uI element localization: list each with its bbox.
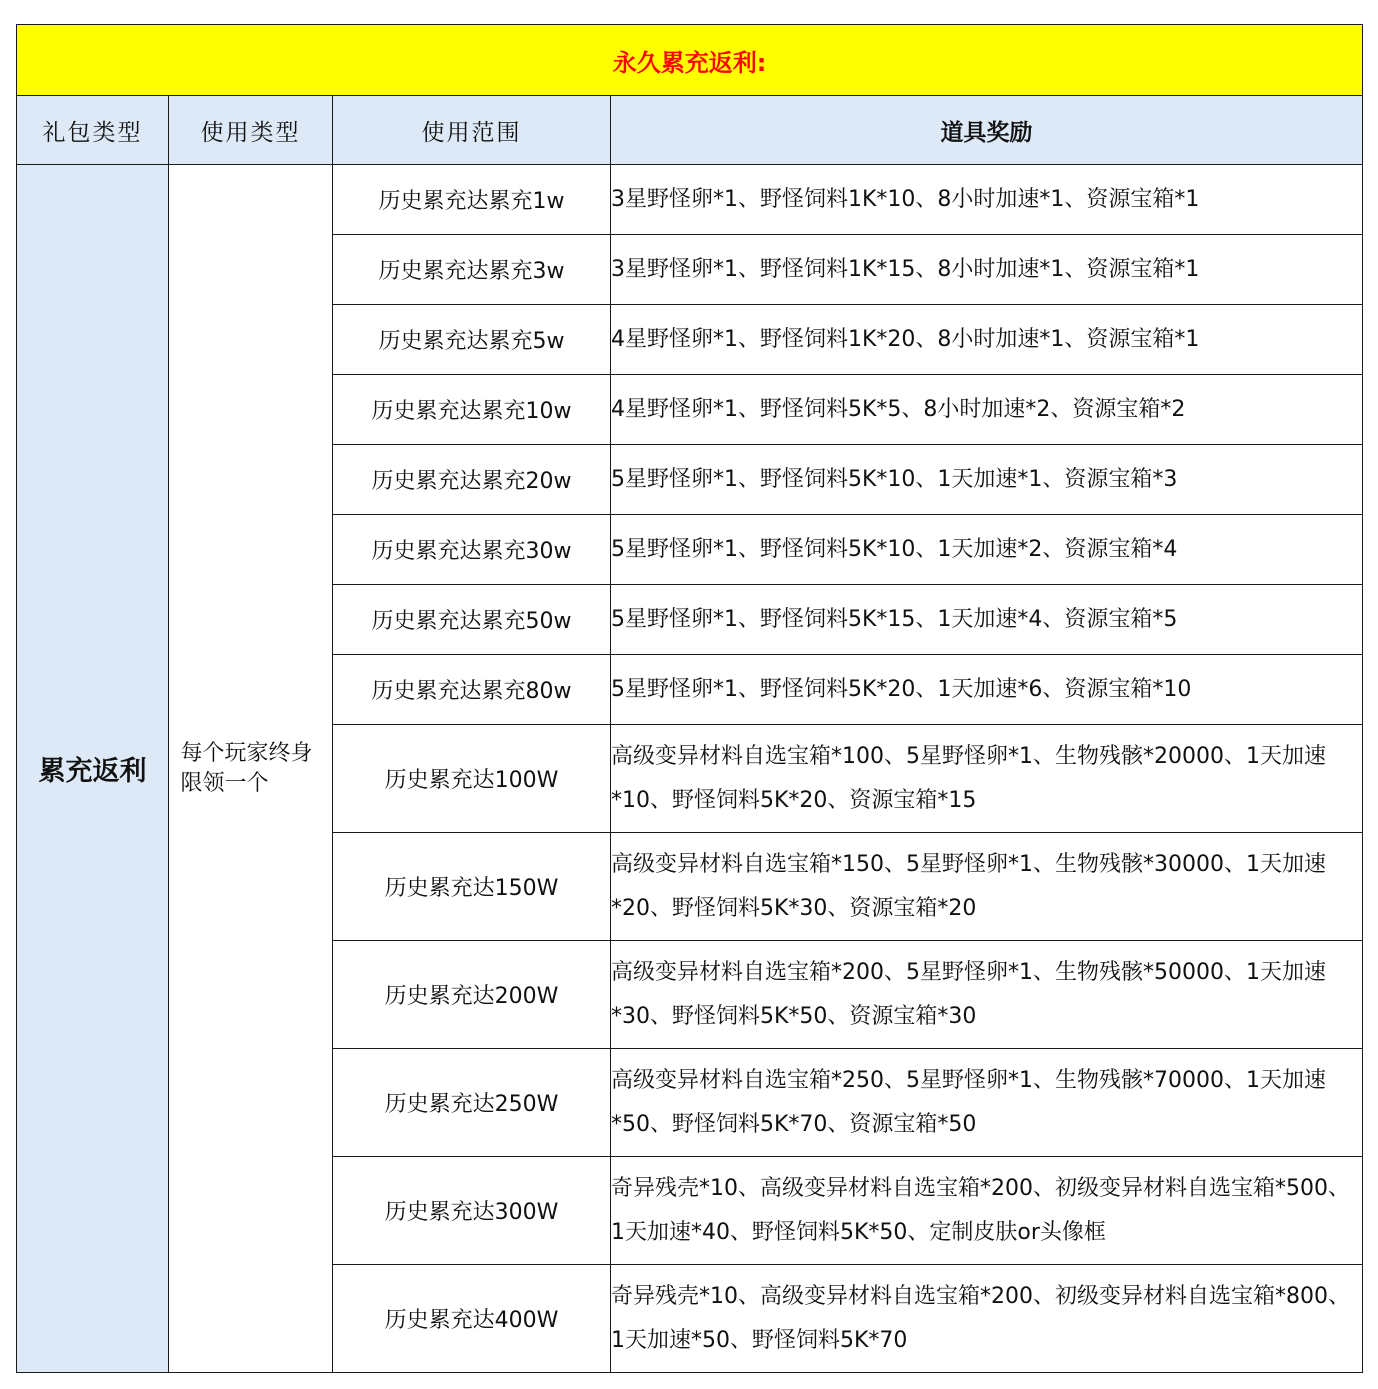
title-row [17, 25, 1363, 96]
reward-cell: 奇异残壳*10、高级变异材料自选宝箱*200、初级变异材料自选宝箱*500、1天加速*40、野怪饲料5K*50、定制皮肤or头像框 [611, 1157, 1363, 1265]
rebate-table [16, 24, 1363, 1373]
range-cell: 历史累充达300W [333, 1157, 611, 1265]
range-cell: 历史累充达累充20w [333, 445, 611, 515]
table-row [17, 165, 1363, 235]
range-cell: 历史累充达累充5w [333, 305, 611, 375]
reward-cell: 5星野怪卵*1、野怪饲料5K*10、1天加速*2、资源宝箱*4 [611, 515, 1363, 585]
table-title: 永久累充返利: [17, 25, 1363, 96]
reward-cell: 5星野怪卵*1、野怪饲料5K*20、1天加速*6、资源宝箱*10 [611, 655, 1363, 725]
reward-cell: 4星野怪卵*1、野怪饲料5K*5、8小时加速*2、资源宝箱*2 [611, 375, 1363, 445]
reward-cell: 高级变异材料自选宝箱*200、5星野怪卵*1、生物残骸*50000、1天加速*30、野怪饲料5K*50、资源宝箱*30 [611, 941, 1363, 1049]
range-cell: 历史累充达累充50w [333, 585, 611, 655]
header-gift-type: 礼包类型 [17, 96, 169, 165]
range-cell: 历史累充达累充80w [333, 655, 611, 725]
range-cell: 历史累充达累充3w [333, 235, 611, 305]
header-usage-scope: 使用范围 [333, 96, 611, 165]
header-usage-type: 使用类型 [169, 96, 333, 165]
header-row [17, 96, 1363, 165]
range-cell: 历史累充达400W [333, 1265, 611, 1373]
reward-cell: 高级变异材料自选宝箱*250、5星野怪卵*1、生物残骸*70000、1天加速*50、野怪饲料5K*70、资源宝箱*50 [611, 1049, 1363, 1157]
usage-limit-cell [169, 165, 333, 1373]
range-cell: 历史累充达累充1w [333, 165, 611, 235]
range-cell: 历史累充达累充10w [333, 375, 611, 445]
reward-cell: 5星野怪卵*1、野怪饲料5K*10、1天加速*1、资源宝箱*3 [611, 445, 1363, 515]
reward-cell: 3星野怪卵*1、野怪饲料1K*15、8小时加速*1、资源宝箱*1 [611, 235, 1363, 305]
reward-cell: 4星野怪卵*1、野怪饲料1K*20、8小时加速*1、资源宝箱*1 [611, 305, 1363, 375]
range-cell: 历史累充达200W [333, 941, 611, 1049]
range-cell: 历史累充达250W [333, 1049, 611, 1157]
usage-limit-text: 每个玩家终身限领一个 [180, 740, 313, 796]
range-cell: 历史累充达累充30w [333, 515, 611, 585]
reward-cell: 高级变异材料自选宝箱*100、5星野怪卵*1、生物残骸*20000、1天加速*10、野怪饲料5K*20、资源宝箱*15 [611, 725, 1363, 833]
range-cell: 历史累充达100W [333, 725, 611, 833]
reward-cell: 3星野怪卵*1、野怪饲料1K*10、8小时加速*1、资源宝箱*1 [611, 165, 1363, 235]
reward-cell: 5星野怪卵*1、野怪饲料5K*15、1天加速*4、资源宝箱*5 [611, 585, 1363, 655]
reward-cell: 奇异残壳*10、高级变异材料自选宝箱*200、初级变异材料自选宝箱*800、1天加速*50、野怪饲料5K*70 [611, 1265, 1363, 1373]
reward-cell: 高级变异材料自选宝箱*150、5星野怪卵*1、生物残骸*30000、1天加速*20、野怪饲料5K*30、资源宝箱*20 [611, 833, 1363, 941]
category-cell: 累充返利 [17, 165, 169, 1373]
header-item-rewards: 道具奖励 [611, 96, 1363, 165]
range-cell: 历史累充达150W [333, 833, 611, 941]
